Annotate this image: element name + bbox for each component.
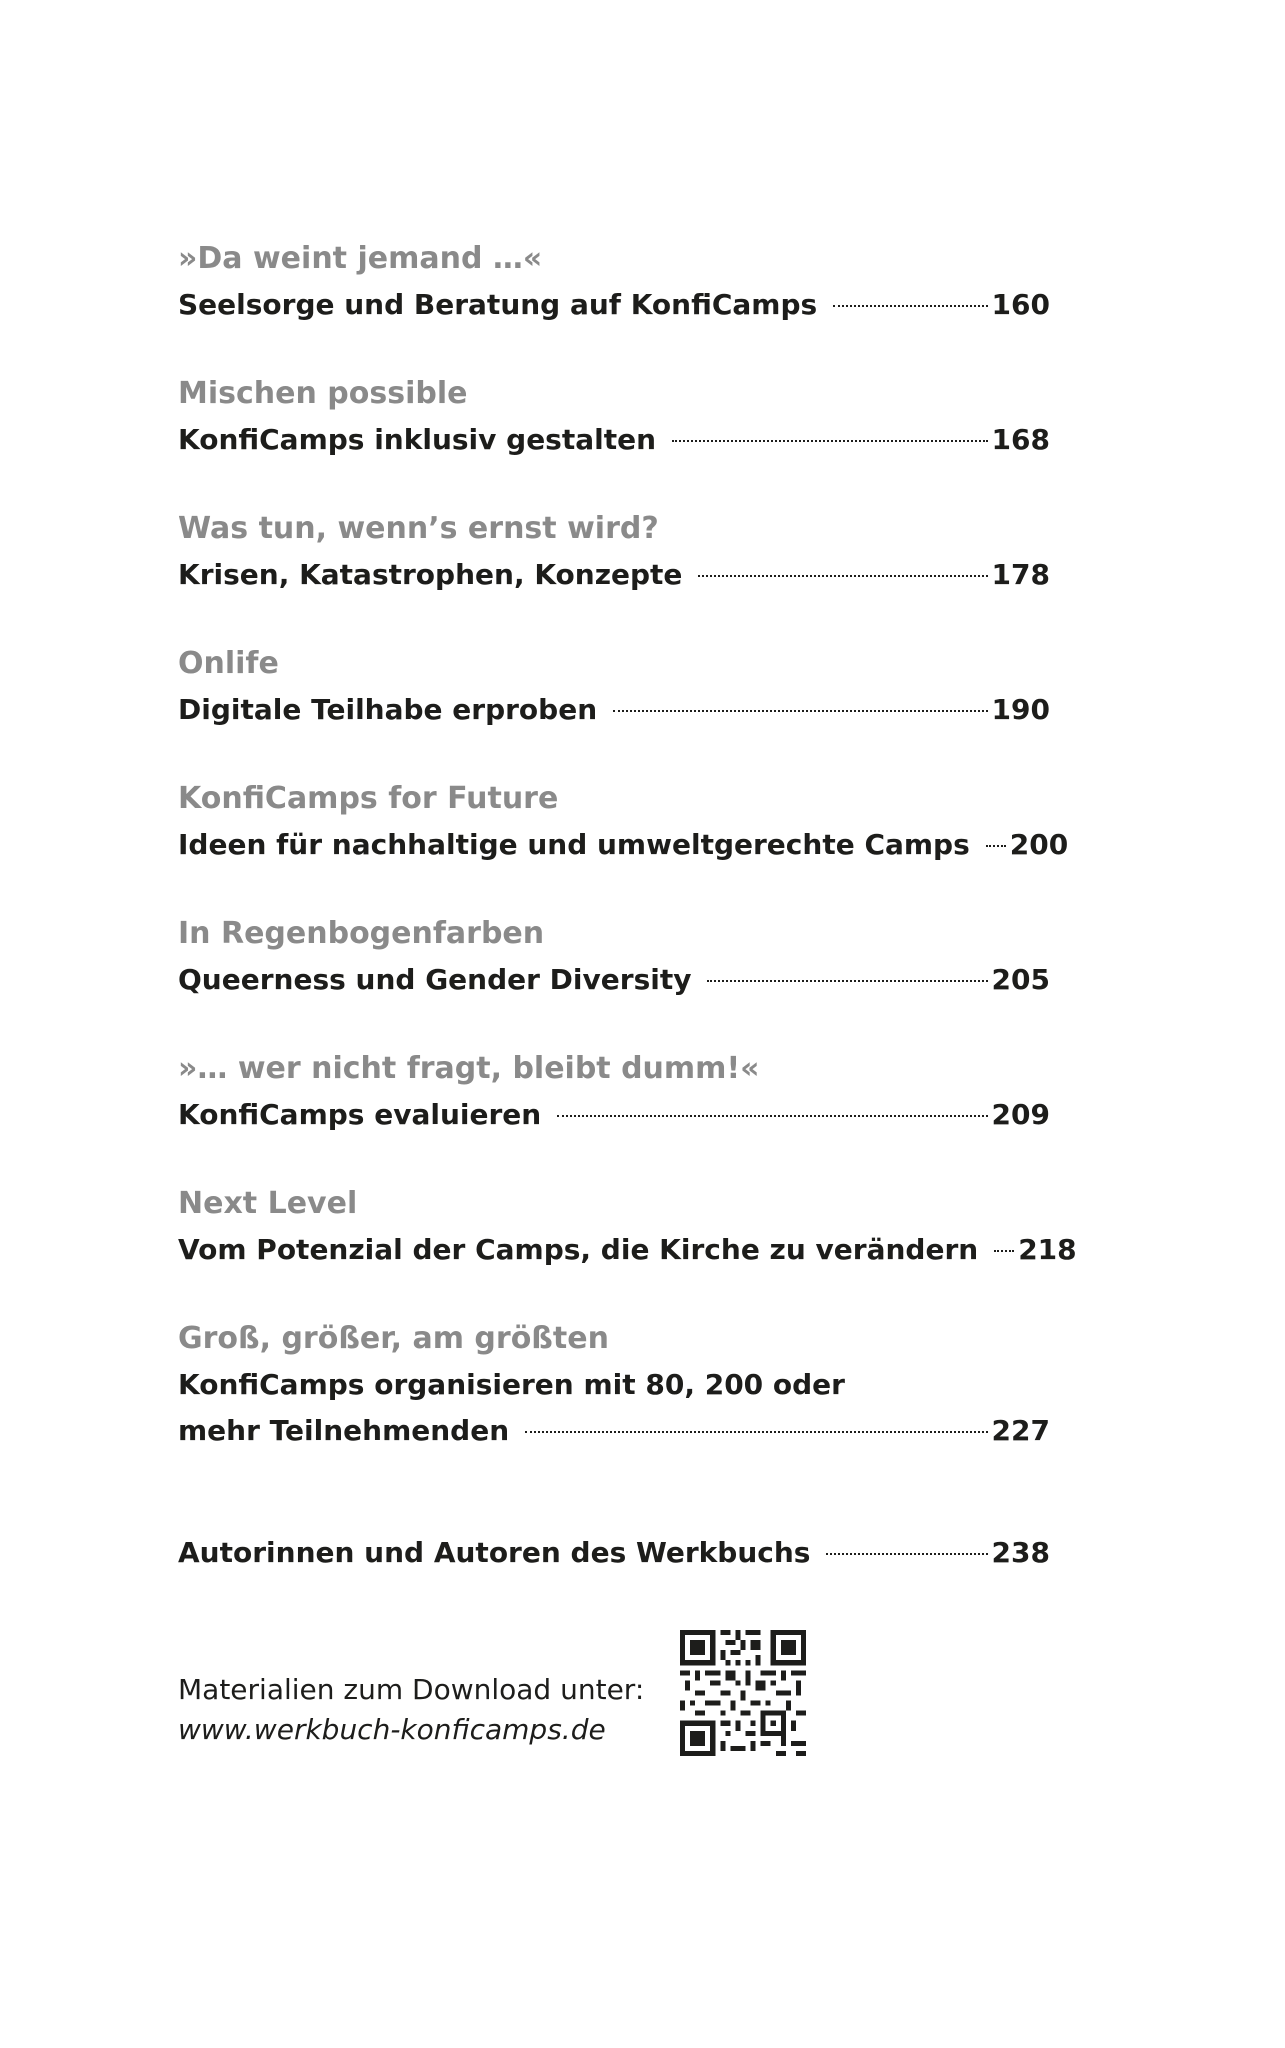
toc-line[interactable] (178, 687, 1050, 733)
toc-entry (178, 371, 1050, 463)
toc-page-number: 227 (991, 1414, 1050, 1447)
download-label: Materialien zum Download unter: (178, 1673, 645, 1706)
toc-page-number: 168 (991, 423, 1050, 456)
toc-line[interactable] (178, 417, 1050, 463)
dot-leader (698, 575, 987, 577)
toc-kicker: Mischen possible (178, 376, 468, 411)
authors-entry (178, 1530, 1050, 1576)
toc-title: Digitale Teilhabe erproben (178, 693, 598, 726)
toc-title: Queerness und Gender Diversity (178, 963, 692, 996)
toc-kicker: In Regenbogenfarben (178, 916, 545, 951)
toc-page-number: 238 (991, 1536, 1050, 1569)
toc-title: Vom Potenzial der Camps, die Kirche zu verändern (178, 1233, 979, 1266)
dot-leader (613, 710, 987, 712)
toc-entry (178, 776, 1069, 868)
toc-page-number: 160 (991, 288, 1050, 321)
toc-title: Autorinnen und Autoren des Werkbuchs (178, 1536, 811, 1569)
toc-page-number: 205 (991, 963, 1050, 996)
toc-title: Krisen, Katastrophen, Konzepte (178, 558, 683, 591)
dot-leader (826, 1553, 987, 1555)
qr-code-icon[interactable] (680, 1630, 806, 1756)
toc-title: mehr Teilnehmenden (178, 1414, 510, 1447)
dot-leader (557, 1115, 987, 1117)
toc-line[interactable] (178, 552, 1050, 598)
toc-entry (178, 236, 1050, 328)
toc-line[interactable] (178, 1227, 1077, 1273)
toc-page-number: 200 (1009, 828, 1069, 861)
toc-kicker: Was tun, wenn’s ernst wird? (178, 511, 659, 546)
dot-leader (707, 980, 987, 982)
toc-line[interactable] (178, 1530, 1050, 1576)
toc-title: KonfiCamps evaluieren (178, 1098, 542, 1131)
toc-title: Seelsorge und Beratung auf KonfiCamps (178, 288, 818, 321)
toc-line[interactable] (178, 1092, 1050, 1138)
toc-entry (178, 1181, 1077, 1273)
toc-entry (178, 1316, 1050, 1454)
toc-title-line1: KonfiCamps organisieren mit 80, 200 oder (178, 1368, 845, 1401)
toc-line[interactable] (178, 822, 1069, 868)
toc-entry (178, 911, 1050, 1003)
toc-entry (178, 1046, 1050, 1138)
dot-leader (833, 305, 987, 307)
toc-kicker: Next Level (178, 1186, 358, 1221)
toc-page-number: 178 (991, 558, 1050, 591)
toc-kicker: Groß, größer, am größten (178, 1321, 609, 1356)
dot-leader (672, 440, 988, 442)
toc-entry (178, 641, 1050, 733)
download-note (178, 1670, 644, 1750)
toc-line[interactable] (178, 282, 1050, 328)
table-of-contents (178, 236, 1077, 1497)
toc-entry (178, 506, 1050, 598)
toc-page-number: 209 (991, 1098, 1050, 1131)
download-url[interactable]: www.werkbuch-konficamps.de (178, 1713, 606, 1746)
toc-kicker: KonfiCamps for Future (178, 781, 559, 816)
toc-kicker: »… wer nicht fragt, bleibt dumm!« (178, 1051, 760, 1086)
dot-leader (986, 845, 1006, 847)
toc-title: KonfiCamps inklusiv gestalten (178, 423, 657, 456)
toc-page-number: 190 (991, 693, 1050, 726)
toc-kicker: Onlife (178, 646, 279, 681)
dot-leader (525, 1431, 987, 1433)
toc-line[interactable] (178, 957, 1050, 1003)
toc-title: Ideen für nachhaltige und umweltgerechte Camps (178, 828, 970, 861)
toc-kicker: »Da weint jemand …« (178, 241, 543, 276)
toc-page-number: 218 (1018, 1233, 1077, 1266)
toc-line[interactable] (178, 1408, 1050, 1454)
dot-leader (994, 1250, 1014, 1252)
